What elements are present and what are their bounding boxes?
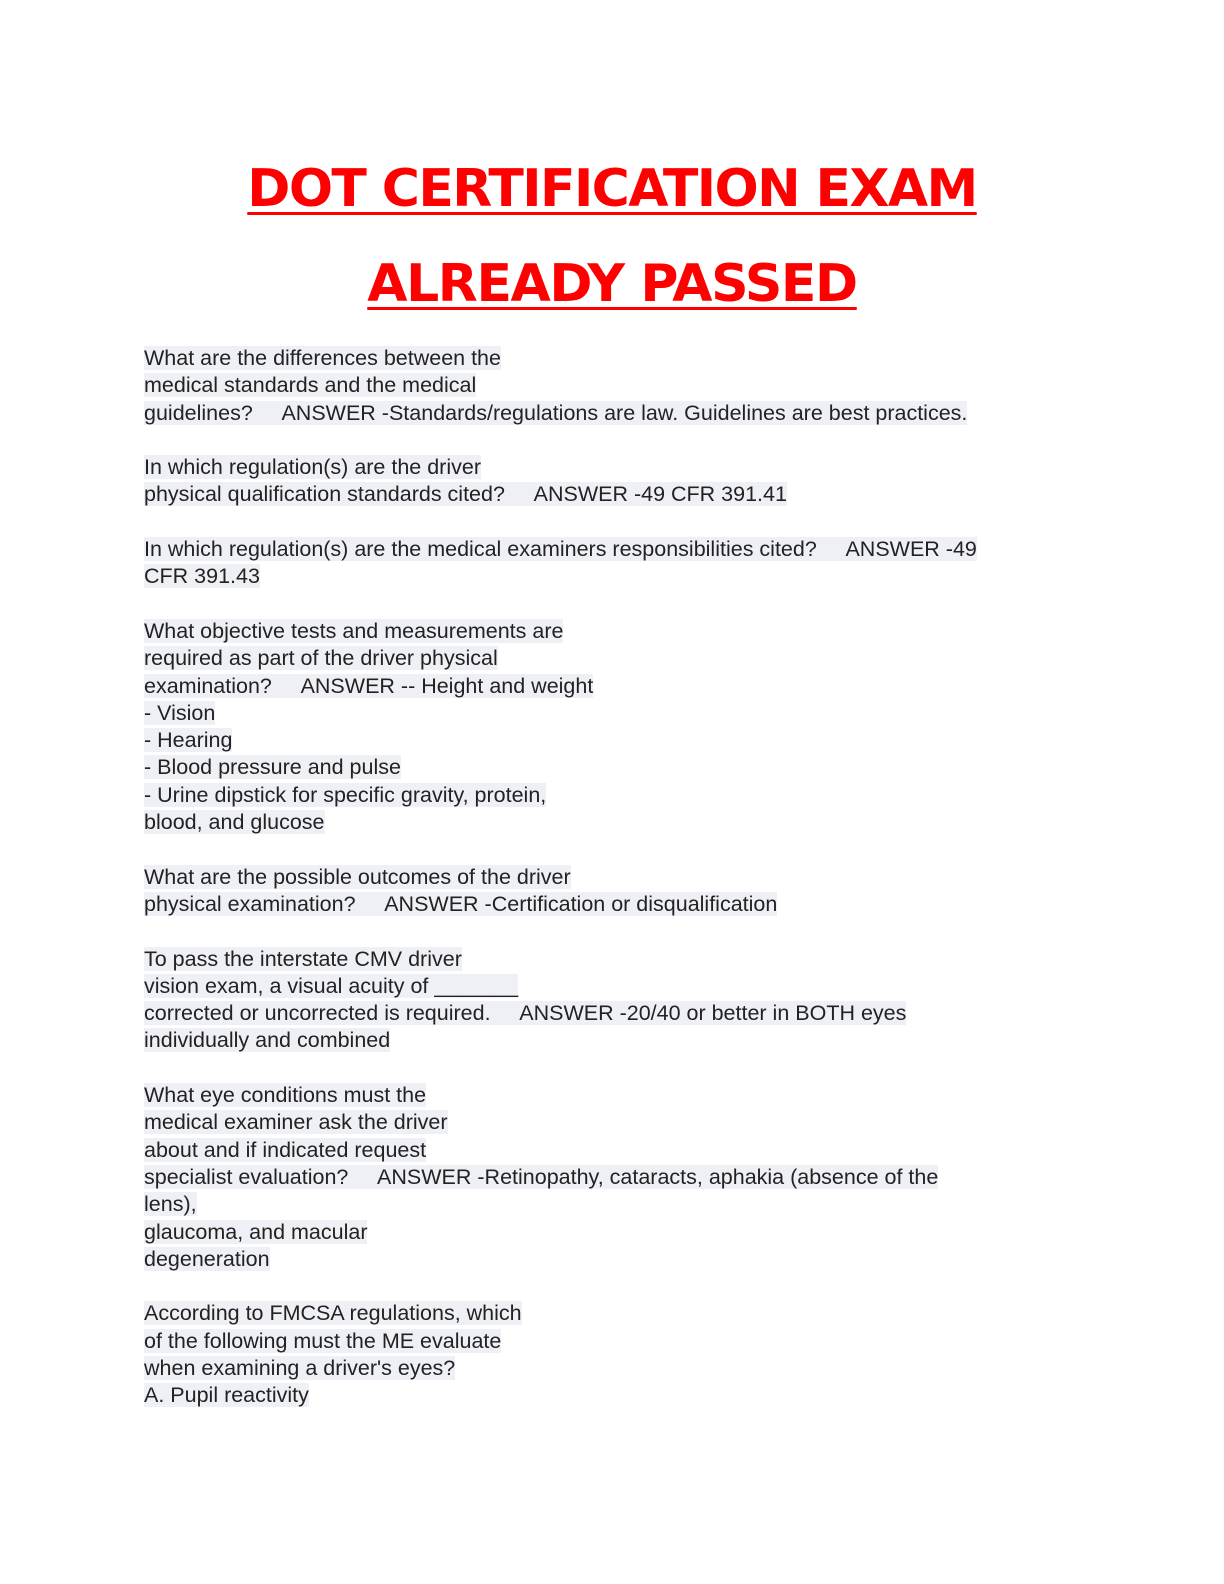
text-line: To pass the interstate CMV driver — [144, 946, 462, 971]
qa-block-8 — [144, 1300, 1084, 1409]
text-line: A. Pupil reactivity — [144, 1383, 309, 1408]
text-line: medical standards and the medical — [144, 373, 477, 398]
text-line: What objective tests and measurements are — [144, 618, 564, 643]
qa-block-1 — [144, 345, 1084, 427]
document-title-line-1 — [0, 159, 1224, 219]
spacer — [144, 591, 1084, 618]
qa-block-5 — [144, 864, 1084, 919]
qa-block-3 — [144, 536, 1084, 591]
spacer — [144, 836, 1084, 863]
text-line: individually and combined — [144, 1028, 391, 1053]
text-line: According to FMCSA regulations, which — [144, 1301, 522, 1326]
text-line: specialist evaluation? ANSWER -Retinopathy, cataracts, aphakia (absence of the — [144, 1164, 939, 1189]
qa-block-6 — [144, 946, 1084, 1055]
spacer — [144, 1273, 1084, 1300]
text-line: - Hearing — [144, 728, 233, 753]
spacer — [144, 509, 1084, 536]
qa-content — [144, 345, 1084, 1410]
text-line: medical examiner ask the driver — [144, 1110, 448, 1135]
text-line: blood, and glucose — [144, 810, 325, 835]
text-line: - Urine dipstick for specific gravity, protein, — [144, 782, 547, 807]
document-title-line-2 — [0, 254, 1224, 314]
text-line: physical qualification standards cited? ANSWER -49 CFR 391.41 — [144, 482, 787, 507]
qa-block-4 — [144, 618, 1084, 836]
text-line: corrected or uncorrected is required. ANSWER -20/40 or better in BOTH eyes — [144, 1001, 907, 1026]
text-line: What are the possible outcomes of the driver — [144, 864, 571, 889]
text-line: lens), — [144, 1192, 197, 1217]
text-line: glaucoma, and macular — [144, 1219, 368, 1244]
text-line: when examining a driver's eyes? — [144, 1355, 456, 1380]
title-text-2: ALREADY PASSED — [367, 254, 857, 314]
spacer — [144, 427, 1084, 454]
text-line: - Blood pressure and pulse — [144, 755, 401, 780]
qa-block-7 — [144, 1082, 1084, 1273]
text-line: - Vision — [144, 700, 216, 725]
text-line: What are the differences between the — [144, 346, 501, 370]
text-line: In which regulation(s) are the driver — [144, 455, 481, 480]
text-line: examination? ANSWER -- Height and weight — [144, 673, 594, 698]
text-line: guidelines? ANSWER -Standards/regulations are law. Guidelines are best practices. — [144, 400, 968, 425]
text-line: What eye conditions must the — [144, 1083, 427, 1108]
title-text-1: DOT CERTIFICATION EXAM — [247, 159, 977, 219]
spacer — [144, 918, 1084, 945]
text-line: of the following must the ME evaluate — [144, 1328, 502, 1353]
text-line: physical examination? ANSWER -Certification or disqualification — [144, 891, 778, 916]
text-line: In which regulation(s) are the medical examiners responsibilities cited? ANSWER -49 — [144, 537, 977, 562]
text-line: degeneration — [144, 1246, 270, 1271]
text-line: required as part of the driver physical — [144, 646, 498, 671]
text-line: vision exam, a visual acuity of _______ — [144, 973, 519, 998]
text-line: CFR 391.43 — [144, 564, 260, 589]
text-line: about and if indicated request — [144, 1137, 427, 1162]
spacer — [144, 1055, 1084, 1082]
qa-block-2 — [144, 454, 1084, 509]
